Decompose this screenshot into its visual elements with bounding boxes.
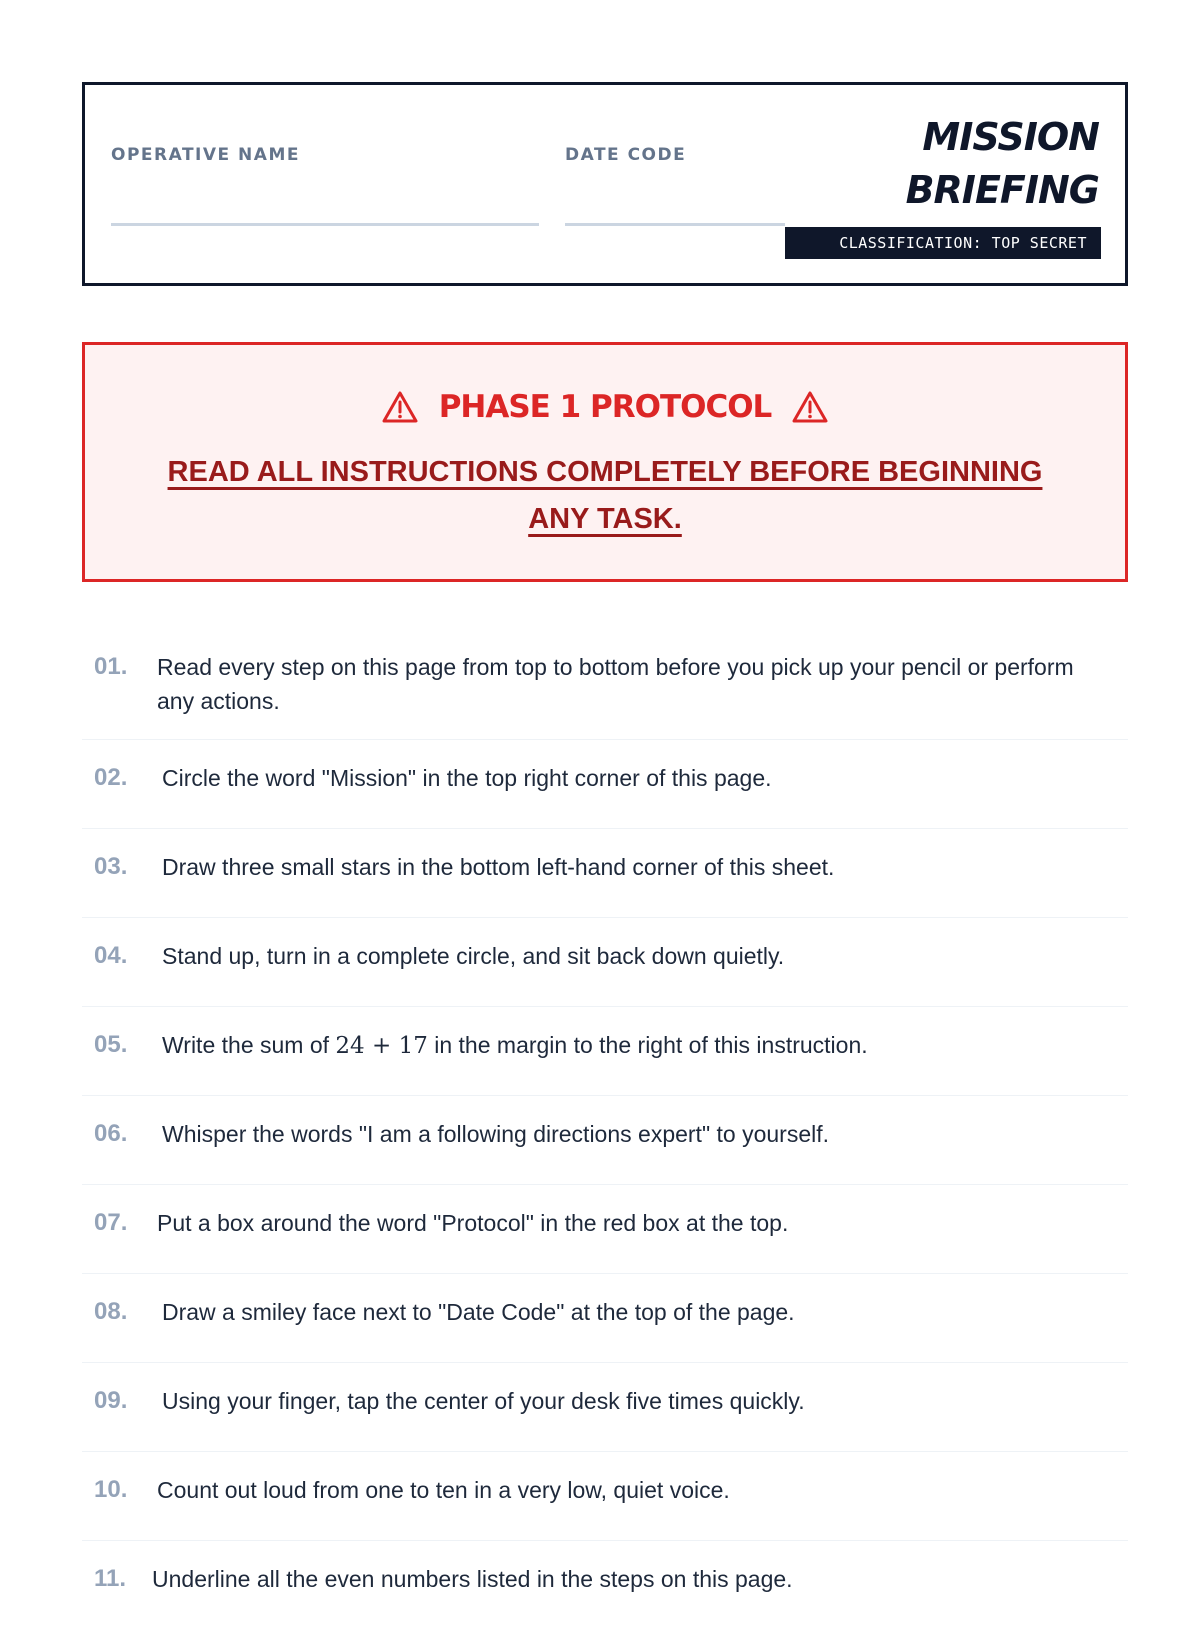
title-briefing: BRIEFING — [905, 168, 1099, 212]
step-number: 11. — [94, 1565, 127, 1592]
step-number: 01. — [94, 653, 128, 680]
step-item — [82, 1007, 1128, 1096]
phase-protocol-warning — [82, 342, 1128, 582]
classification-badge: CLASSIFICATION: TOP SECRET — [785, 227, 1101, 259]
step-item — [82, 1363, 1128, 1452]
step-text-before: Write the sum of — [162, 1032, 336, 1058]
date-code-label: DATE CODE — [565, 145, 687, 165]
warning-triangle-icon — [381, 390, 419, 424]
warning-triangle-icon — [791, 390, 829, 424]
title-mission: MISSION — [922, 115, 1099, 159]
step-item — [82, 1452, 1128, 1541]
warning-text-line-1: READ ALL INSTRUCTIONS COMPLETELY BEFORE BEGINNING — [167, 456, 1043, 488]
step-number: 09. — [94, 1387, 128, 1414]
step-text: Using your finger, tap the center of your desk five times quickly. — [162, 1388, 805, 1414]
step-text: Count out loud from one to ten in a very low, quiet voice. — [157, 1477, 730, 1503]
warning-instruction — [145, 449, 1065, 543]
step-text: Stand up, turn in a complete circle, and sit back down quietly. — [162, 943, 785, 969]
step-number: 04. — [94, 942, 128, 969]
step-item — [82, 1541, 1128, 1630]
step-text — [157, 1028, 1128, 1063]
step-item — [82, 829, 1128, 918]
step-number: 07. — [94, 1209, 128, 1236]
operative-name-label: OPERATIVE NAME — [111, 145, 300, 165]
step-item — [82, 1185, 1128, 1274]
step-text-after: in the margin to the right of this instruction. — [427, 1032, 868, 1058]
date-code-line[interactable] — [565, 223, 785, 226]
step-number: 02. — [94, 764, 128, 791]
step-number: 06. — [94, 1120, 128, 1147]
step-number: 03. — [94, 853, 128, 880]
step-number: 05. — [94, 1031, 128, 1058]
warning-title-row — [85, 389, 1125, 425]
instruction-list — [82, 630, 1128, 1630]
step-item — [82, 630, 1128, 740]
step-text: Draw a smiley face next to "Date Code" at the top of the page. — [162, 1299, 795, 1325]
step-text: Underline all the even numbers listed in the steps on this page. — [152, 1566, 793, 1592]
mission-header — [82, 82, 1128, 286]
step-item — [82, 918, 1128, 1007]
step-text: Circle the word "Mission" in the top right corner of this page. — [162, 765, 772, 791]
step-text: Whisper the words "I am a following directions expert" to yourself. — [162, 1121, 829, 1147]
step-item — [82, 740, 1128, 829]
operative-name-line[interactable] — [111, 223, 539, 226]
step-text: Put a box around the word "Protocol" in the red box at the top. — [157, 1210, 789, 1236]
step-text: Draw three small stars in the bottom left-hand corner of this sheet. — [162, 854, 835, 880]
step-item — [82, 1096, 1128, 1185]
math-expression: 24 + 17 — [335, 1033, 428, 1059]
warning-text-line-2: ANY TASK. — [528, 503, 682, 535]
step-number: 08. — [94, 1298, 128, 1325]
step-text: Read every step on this page from top to bottom before you pick up your pencil or perform any actions. — [157, 654, 1074, 714]
step-item — [82, 1274, 1128, 1363]
step-number: 10. — [94, 1476, 128, 1503]
warning-title: PHASE 1 PROTOCOL — [438, 389, 772, 425]
